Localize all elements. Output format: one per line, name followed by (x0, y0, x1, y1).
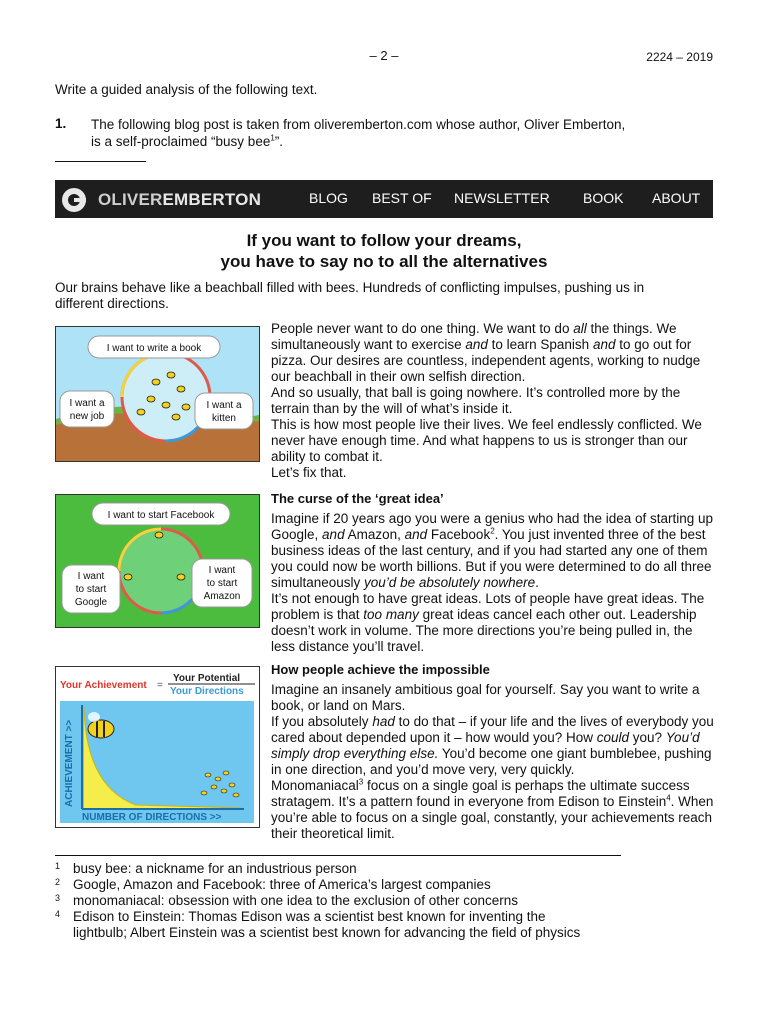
svg-text:Google: Google (74, 597, 108, 608)
nav-item-blog[interactable]: BLOG (309, 190, 348, 206)
instruction: Write a guided analysis of the following text. (55, 82, 318, 97)
footnote-divider (55, 855, 621, 856)
section-heading: How people achieve the impossible (271, 662, 490, 677)
nav-item-best-of[interactable]: BEST OF (372, 190, 432, 206)
nav-item-about[interactable]: ABOUT (652, 190, 701, 206)
svg-text:I want: I want (77, 571, 105, 582)
illustration-achievement-graph (55, 666, 260, 828)
logo-icon[interactable] (62, 188, 86, 212)
svg-text:ACHIEVEMENT >>: ACHIEVEMENT >> (64, 719, 75, 807)
article-intro: Our brains behave like a beachball filled with bees. Hundreds of conflicting impulses, pushing us in different directions. (55, 280, 645, 311)
document-code: 2224 – 2019 (646, 50, 713, 64)
bubble-write-book: I want to write a book (106, 343, 202, 354)
article-section-2: The curse of the ‘great idea’ Imagine if 20 years ago you were a genius who had the idea of starting up Google, and Amazon, and Facebook$^2$. You just invented three of the best business ideas of the last century, and if you had started any one of them you could now be worth billions. But if you were determined to do all three simultaneously you’d be absolutely nowhere. It’s not enough to have great ideas. Lots of people have great ideas. The problem is that too many great ideas cancel each other out. Leadership doesn’t work in volume. The more directions you’re being pulled in, the less distance you’ll travel. (271, 491, 714, 654)
svg-text:NUMBER OF DIRECTIONS >>: NUMBER OF DIRECTIONS >> (82, 812, 222, 823)
page-number: – 2 – (369, 48, 399, 63)
svg-text:new job: new job (69, 411, 105, 422)
nav-item-book[interactable]: BOOK (583, 190, 624, 206)
svg-text:Your Potential: Your Potential (173, 673, 241, 684)
question-text: The following blog post is taken from oliveremberton.com whose author, Oliver Emberton, is a self-proclaimed “busy bee$^1$”. (91, 117, 626, 149)
question-number: 1. (55, 116, 67, 131)
nav-item-newsletter[interactable]: NEWSLETTER (454, 190, 550, 206)
svg-text:Your Directions: Your Directions (170, 686, 244, 697)
illustration-great-ideas (55, 494, 260, 628)
divider (55, 161, 146, 162)
svg-text:kitten: kitten (212, 413, 236, 424)
article-section-3: How people achieve the impossible Imagine an insanely ambitious goal for yourself. Say you want to write a book, or land on Mars. If you absolutely had to do that – if your life and the lives of everybody you cared about depended upon it – how would you? How could you? You’d simply drop everything else. You’d become one giant bumblebee, pushing in one direction, and you’d move very, very quickly. Monomaniacal$^3$ focus on a single goal is perhaps the ultimate success stratagem. It’s a pattern found in everyone from Edison to Einstein$^4$. When you’re able to focus on a single goal, constantly, your achievements reach their theoretical limit. (271, 662, 714, 841)
section-heading: The curse of the ‘great idea’ (271, 491, 444, 506)
svg-text:Amazon: Amazon (203, 591, 241, 602)
svg-text:=: = (157, 680, 163, 691)
svg-text:to start: to start (206, 578, 238, 589)
brand-logo[interactable]: OLIVEREMBERTON (98, 190, 262, 209)
svg-text:Your Achievement: Your Achievement (60, 680, 147, 691)
illustration-beachball (55, 326, 260, 462)
article-headline: If you want to follow your dreams, you have to say no to all the alternatives (220, 231, 548, 271)
svg-text:to start: to start (75, 584, 107, 595)
svg-text:I want: I want (208, 565, 236, 576)
svg-text:I want to start Facebook: I want to start Facebook (107, 510, 215, 521)
article-section-1: People never want to do one thing. We want to do all the things. We simultaneously want to exercise and to learn Spanish and to go out for pizza. Our desires are countless, independent agents, working to nudge our beachball in their own selfish direction. And so usually, that ball is going nowhere. It’s controlled more by the terrain than by the will of what’s inside it. This is how most people live their lives. We feel endlessly conflicted. We never have enough time. And what happens to us is stronger than our ability to combat it. Let’s fix that. (271, 321, 702, 480)
svg-text:I want a: I want a (69, 398, 105, 409)
svg-text:I want a: I want a (206, 400, 242, 411)
